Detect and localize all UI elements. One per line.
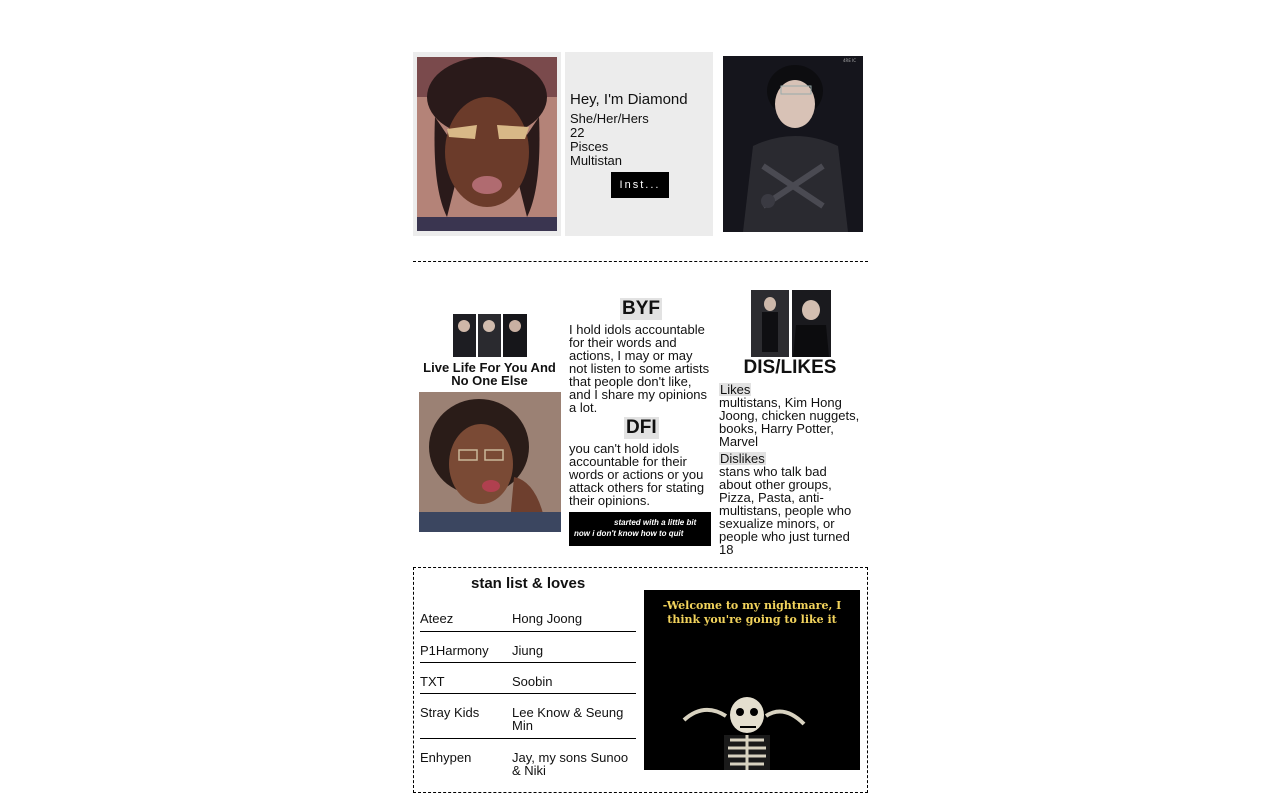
group-name: TXT xyxy=(420,674,445,689)
dfi-heading: DFI xyxy=(626,417,657,438)
likes-label: Likes xyxy=(720,382,751,397)
idol-thumbnails-left xyxy=(453,314,527,357)
stan-list-title: stan list & loves xyxy=(471,575,586,592)
group-name: Ateez xyxy=(420,611,454,626)
bias-name: Hong Joong xyxy=(512,611,583,626)
curly-hair-selfie-image xyxy=(419,392,561,532)
profile-photo-frame xyxy=(413,52,561,236)
instagram-button[interactable]: Inst... xyxy=(611,172,669,198)
idol-thumbnails-right xyxy=(751,290,831,357)
bias-name: Jay, my sons Sunoo & Niki xyxy=(512,750,629,778)
pronouns: She/Her/Hers xyxy=(570,111,649,126)
banner-line-2: now i don't know how to quit xyxy=(574,529,684,538)
gif-caption-line-2: think you're going to like it xyxy=(667,613,837,626)
gif-caption-line-1: -Welcome to my nightmare, I xyxy=(662,599,842,612)
bias-name: Jiung xyxy=(512,643,544,658)
svg-text:4RE IC: 4RE IC xyxy=(843,58,857,63)
stan-table xyxy=(420,600,636,783)
idol-photo xyxy=(723,56,863,232)
dislikes-text: stans who talk bad about other groups, Pizza, Pasta, anti-multistans, people who sexualize minors, or people who just turned 18 xyxy=(719,464,852,557)
section-divider xyxy=(413,261,868,262)
table-row xyxy=(420,663,636,694)
table-row xyxy=(420,600,636,632)
stan-list-box xyxy=(413,567,868,793)
quote-banner xyxy=(569,512,711,546)
motto: Live Life For You And No One Else xyxy=(423,360,556,388)
likes-text: multistans, Kim Hong Joong, chicken nuggets, books, Harry Potter, Marvel xyxy=(719,395,860,449)
dislikes-heading: DIS/LIKES xyxy=(743,357,837,378)
table-row xyxy=(420,632,636,663)
table-row xyxy=(420,694,636,739)
byf-text: I hold idols accountable for their words and actions, I may or may not listen to some artists that people don't like, and I share my opinions a lot. xyxy=(569,322,710,415)
age: 22 xyxy=(570,125,585,140)
stan-type: Multistan xyxy=(570,153,623,168)
byf-heading: BYF xyxy=(622,298,660,319)
profile-selfie-image xyxy=(417,57,557,231)
intro-panel xyxy=(565,52,713,236)
bias-name: Soobin xyxy=(512,674,553,689)
profile-card xyxy=(413,0,868,800)
banner-line-1: started with a little bit xyxy=(614,518,697,527)
skeleton-gif xyxy=(644,590,860,770)
table-row xyxy=(420,739,636,783)
skeleton-icon xyxy=(644,590,860,770)
greeting: Hey, I'm Diamond xyxy=(570,91,688,108)
group-name: Enhypen xyxy=(420,750,472,765)
dislikes-label: Dislikes xyxy=(720,451,765,466)
bias-name: Lee Know & Seung Min xyxy=(512,705,624,733)
group-name: Stray Kids xyxy=(420,705,480,720)
zodiac-sign: Pisces xyxy=(570,139,609,154)
group-name: P1Harmony xyxy=(420,643,489,658)
dfi-text: you can't hold idols accountable for their words or actions or you attack others for stating their opinions. xyxy=(569,441,705,508)
